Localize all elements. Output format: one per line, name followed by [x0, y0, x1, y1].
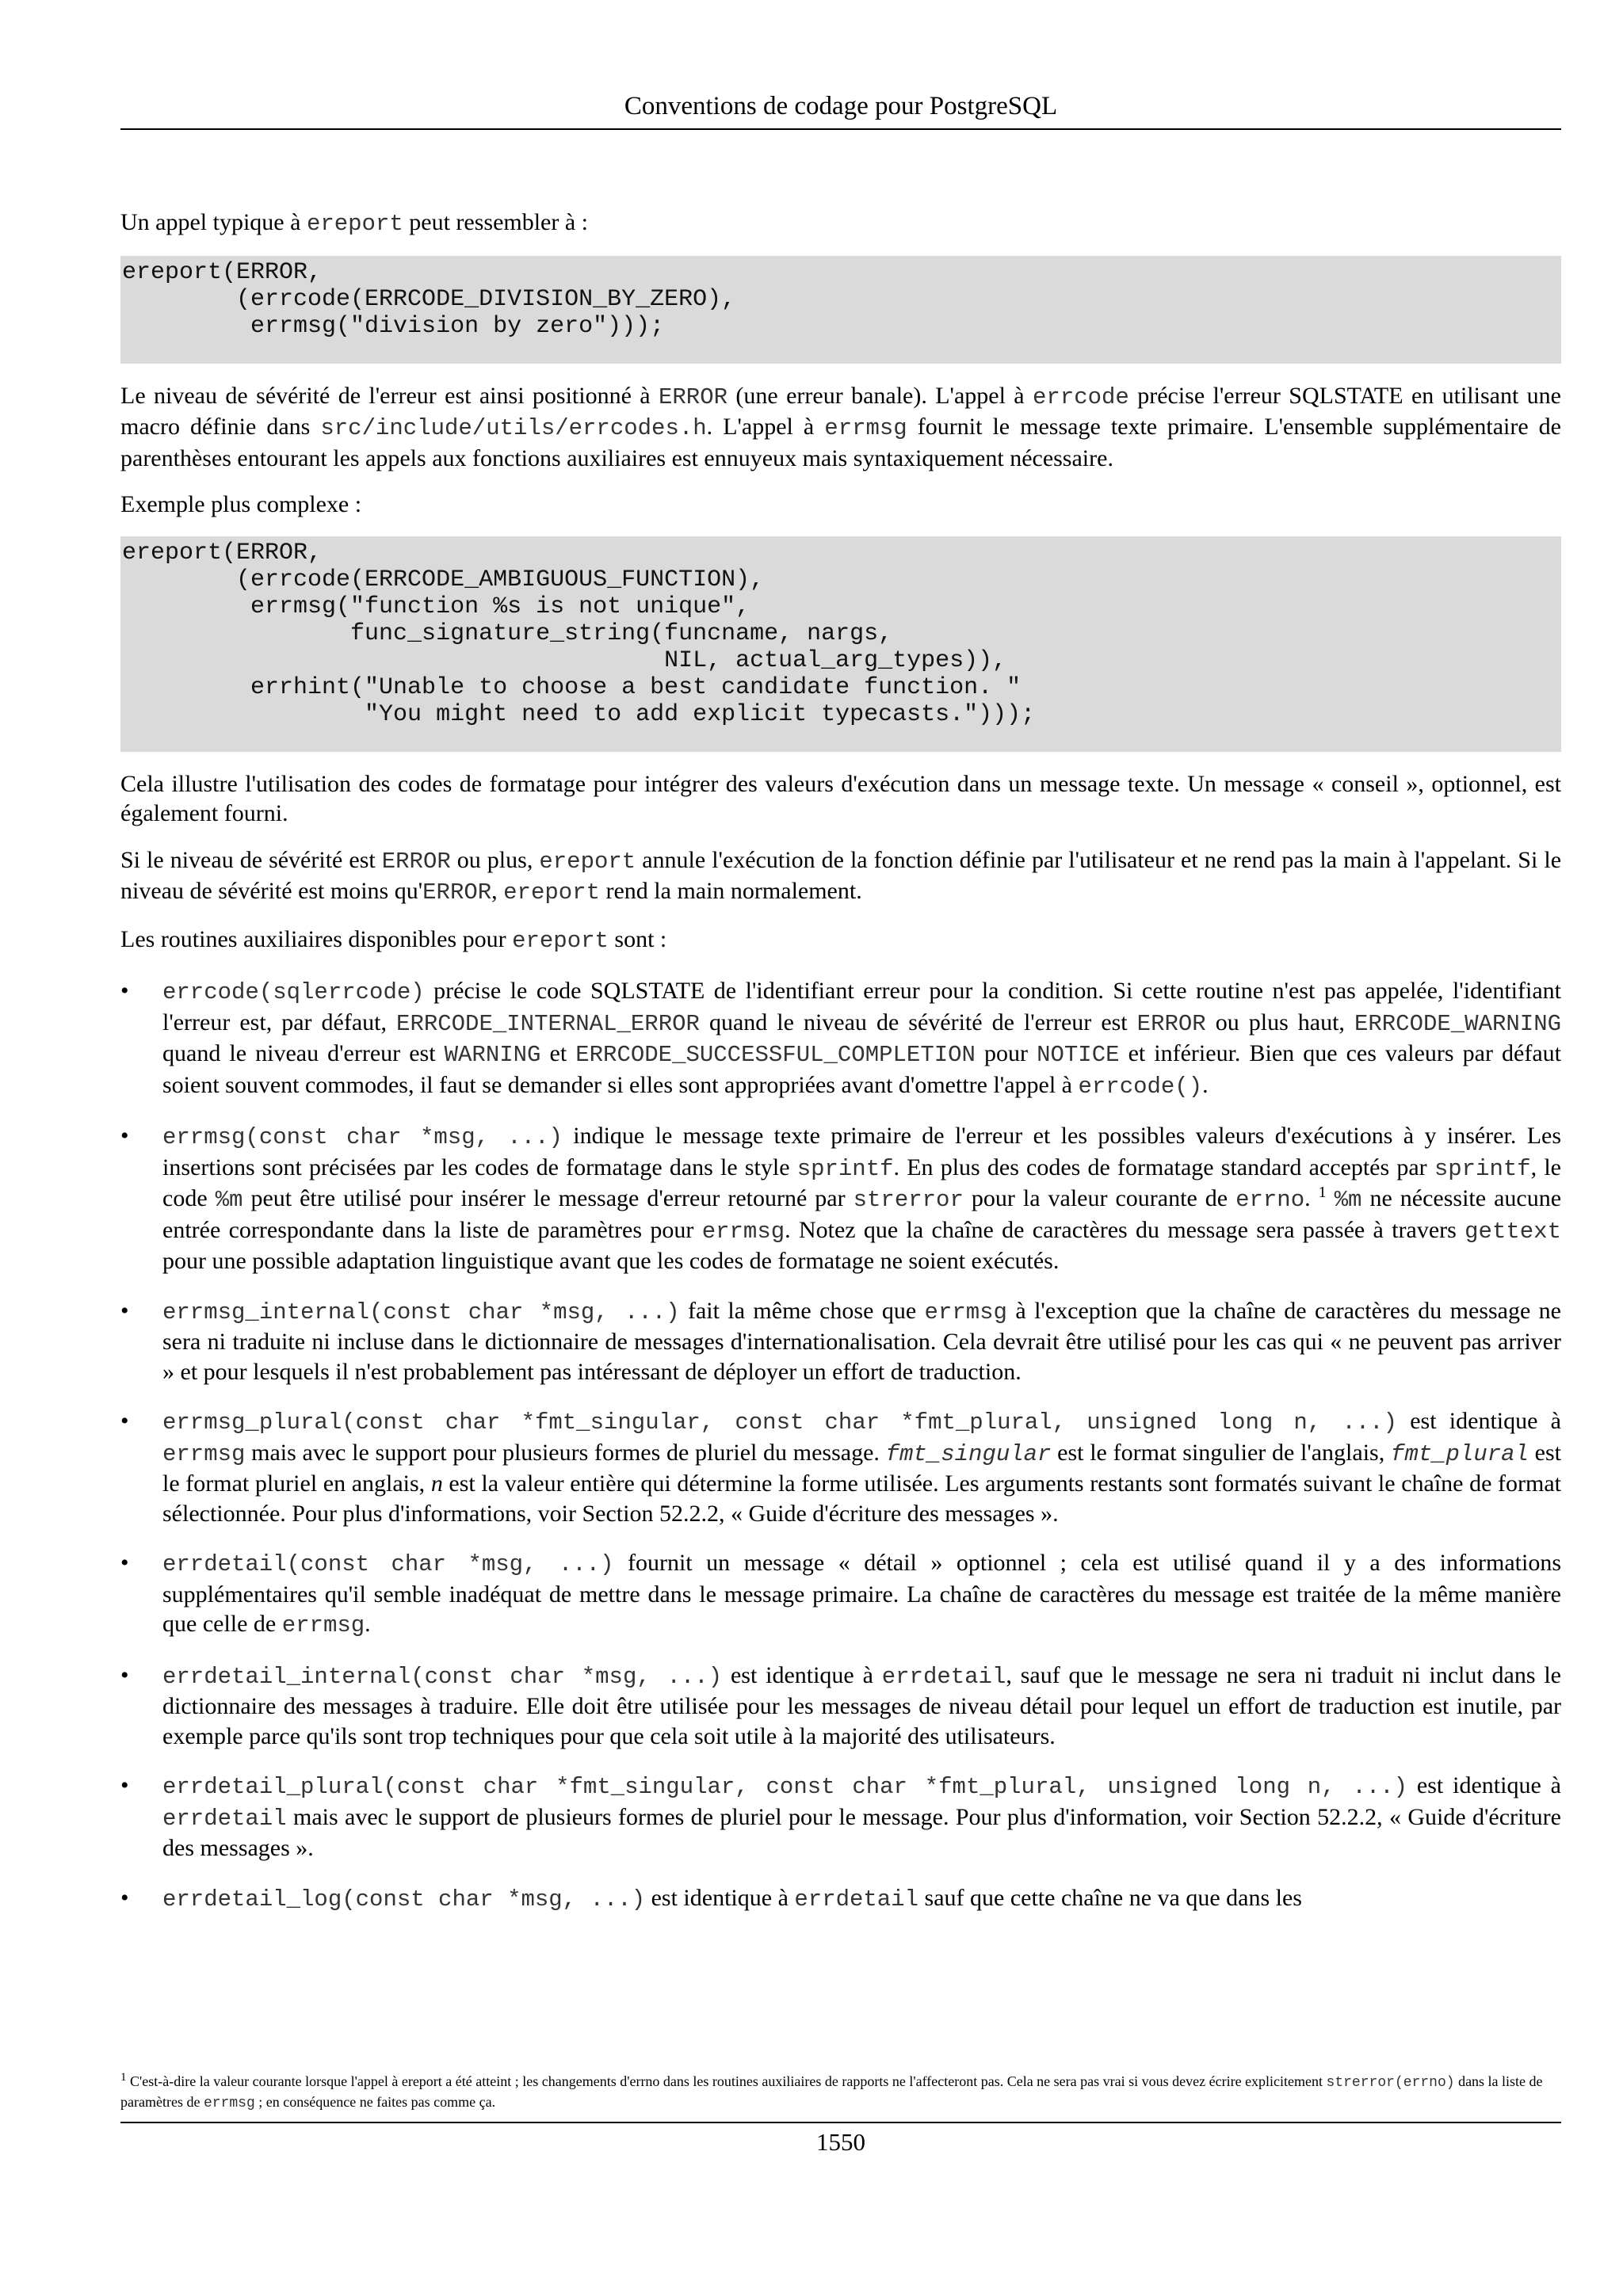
parameter-name: n: [430, 1470, 443, 1497]
inline-code: ERROR: [422, 879, 492, 906]
inline-code: NOTICE: [1037, 1042, 1120, 1068]
bullet: •: [120, 978, 129, 1004]
bullet: •: [120, 1297, 129, 1324]
text: ,: [491, 878, 504, 904]
text: Un appel typique à: [120, 209, 307, 235]
text: quand le niveau de sévérité de l'erreur est: [699, 1009, 1137, 1035]
inline-code: ERROR: [659, 383, 728, 410]
inline-code: errmsg: [701, 1218, 785, 1245]
list-item-errcode: [120, 976, 1561, 1101]
text: précise le code SQLSTATE de l'identifiant erreur pour la condition. Si cette routine n'est pas appelée, l'identifiant l'erreur est, par défaut,: [162, 978, 1561, 1035]
list-item-errmsg-internal: [120, 1296, 1561, 1387]
function-signature: errmsg_internal(const char *msg, ...): [162, 1299, 680, 1325]
text: annule l'exécution de la fonction définie par l'utilisateur et ne rend pas la main à l'appelant. Si le niveau de sévérité est moins qu': [120, 846, 1562, 904]
inline-code: ERRCODE_SUCCESSFUL_COMPLETION: [575, 1042, 976, 1068]
page-body: [120, 208, 1561, 1934]
list-item-errdetail-plural: [120, 1771, 1561, 1863]
text: Les routines auxiliaires disponibles pour: [120, 925, 513, 952]
text: Le niveau de sévérité de l'erreur est ainsi positionné à: [120, 382, 659, 409]
inline-code: errmsg: [924, 1299, 1007, 1325]
bullet: •: [120, 1550, 129, 1576]
inline-code: ereport: [306, 211, 403, 237]
inline-code: WARNING: [444, 1042, 541, 1068]
text: et inférieur. Bien que ces valeurs par défaut soient souvent commodes, il faut se demander si elles sont appropriées avant d'omettre l'appel à: [162, 1040, 1561, 1098]
text: est identique à: [722, 1661, 882, 1688]
code-example-1: ereport(ERROR, (errcode(ERRCODE_DIVISION_BY_ZERO), errmsg("division by zero")));: [120, 256, 1561, 364]
inline-code: errno: [1235, 1187, 1305, 1213]
intro-paragraph: [120, 208, 1561, 239]
bullet: •: [120, 1661, 129, 1688]
text: sauf que cette chaîne ne va que dans les: [918, 1884, 1302, 1911]
bullet: •: [120, 1408, 129, 1434]
inline-code: errmsg: [203, 2096, 255, 2111]
function-signature: errdetail_log(const char *msg, ...): [162, 1886, 646, 1913]
bullet: •: [120, 1123, 129, 1149]
text: précise l'erreur SQLSTATE en utilisant une macro définie dans: [120, 382, 1562, 440]
paragraph-routines-intro: [120, 925, 1561, 956]
text: ne nécessite aucune entrée correspondante dans la liste de paramètres pour: [162, 1185, 1562, 1243]
text: et: [540, 1040, 576, 1066]
text: pour la valeur courante de: [963, 1185, 1236, 1211]
routine-list: [120, 976, 1561, 1914]
paragraph-error-level: [120, 845, 1561, 908]
function-signature: errmsg(const char *msg, ...): [162, 1124, 563, 1150]
text: . L'appel à: [706, 414, 825, 440]
text: fournit le message texte primaire. L'ensemble supplémentaire de parenthèses entourant les appels aux fonctions auxiliaires est ennuyeux mais syntaxiquement nécessaire.: [120, 414, 1562, 471]
list-item-errmsg-plural: [120, 1406, 1561, 1528]
inline-code: ereport: [512, 927, 609, 954]
list-item-errmsg: [120, 1121, 1561, 1276]
text: pour une possible adaptation linguistique avant que les codes de formatage ne soient exécutés.: [162, 1248, 1060, 1274]
inline-code: ERRCODE_WARNING: [1354, 1010, 1561, 1037]
text: rend la main normalement.: [599, 878, 862, 904]
inline-code: strerror(errno): [1326, 2075, 1455, 2091]
function-signature: errdetail_plural(const char *fmt_singular, const char *fmt_plural, unsigned long n, ...): [162, 1774, 1408, 1800]
paragraph-severity: [120, 381, 1561, 474]
text: est identique à: [1407, 1772, 1561, 1798]
inline-code: errmsg: [824, 415, 907, 441]
parameter-name: fmt_singular: [885, 1440, 1052, 1467]
text: mais avec le support pour plusieurs formes de pluriel du message.: [245, 1439, 886, 1466]
list-item-errdetail-log: [120, 1883, 1561, 1915]
text: dans la liste de paramètres de: [120, 2073, 1543, 2110]
header-rule: [120, 128, 1561, 130]
text: peut ressembler à :: [403, 209, 589, 235]
function-signature: errcode(sqlerrcode): [162, 979, 425, 1005]
text: ou plus haut,: [1205, 1009, 1354, 1035]
inline-code: ERROR: [1136, 1010, 1206, 1037]
text: est identique à: [645, 1884, 795, 1911]
text: est la valeur entière qui détermine la forme utilisée. Les arguments restants sont formatés suivant le chaîne de format sélectionnée. Pour plus d'informations, voir Section 52.2.2, « Guide d'écriture des messages ».: [162, 1470, 1561, 1527]
inline-code: sprintf: [1434, 1155, 1531, 1182]
function-signature: errdetail(const char *msg, ...): [162, 1551, 614, 1577]
text: est le format singulier de l'anglais,: [1051, 1439, 1391, 1466]
text: sont :: [608, 925, 667, 952]
text: . En plus des codes de formatage standard acceptés par: [893, 1154, 1434, 1180]
text: , le code: [162, 1154, 1561, 1211]
text: .: [1304, 1185, 1319, 1211]
text: quand le niveau d'erreur est: [162, 1040, 445, 1066]
inline-code: ereport: [539, 848, 636, 875]
parameter-name: fmt_plural: [1390, 1440, 1529, 1467]
inline-code: errmsg: [162, 1440, 246, 1467]
text: .: [1202, 1071, 1209, 1098]
text: est le format pluriel en anglais,: [162, 1439, 1561, 1497]
inline-code: src/include/utils/errcodes.h: [320, 415, 707, 441]
running-header: Conventions de codage pour PostgreSQL: [624, 92, 1058, 120]
footnote: [120, 2068, 1561, 2113]
inline-code: errdetail: [881, 1663, 1006, 1690]
inline-code: strerror: [853, 1187, 964, 1213]
text: Si le niveau de sévérité est: [120, 846, 382, 873]
text: fait la même chose que: [679, 1297, 925, 1324]
text: peut être utilisé pour insérer le message d'erreur retourné par: [242, 1185, 854, 1211]
inline-code: ereport: [503, 879, 600, 906]
bullet: •: [120, 1772, 129, 1798]
inline-code: sprintf: [796, 1155, 894, 1182]
code-example-2: ereport(ERROR, (errcode(ERRCODE_AMBIGUOUS_FUNCTION), errmsg("function %s is not unique", func_signature_string(funcname, nargs, NIL, actual_arg_types)), errhint("Unable to choose a best candidate function. " "You might need to add explicit typecasts.")));: [120, 536, 1561, 752]
inline-code: ERROR: [381, 848, 451, 875]
inline-code: %m: [215, 1187, 243, 1213]
text: ; en conséquence ne faites pas comme ça.: [254, 2094, 496, 2110]
list-item-errdetail-internal: [120, 1661, 1561, 1752]
footnote-number: 1: [120, 2071, 127, 2084]
inline-code: errdetail: [162, 1805, 287, 1832]
inline-code: ERRCODE_INTERNAL_ERROR: [396, 1010, 700, 1037]
text: .: [365, 1611, 371, 1637]
text: fournit un message « détail » optionnel ; cela est utilisé quand il y a des informations supplémentaires qu'il semble inadéquat de mettre dans le message primaire. La chaîne de caractères du message est traitée de la même manière que celle de: [162, 1550, 1561, 1637]
text: ou plus,: [450, 846, 540, 873]
text: , sauf que le message ne sera ni traduit ni inclut dans le dictionnaire des messages à traduire. Elle doit être utilisée pour les messages de niveau détail pour lequel un effort de traduction est inutile, par exemple parce qu'ils sont trop techniques pour que cela soit utile à la majorité des utilisateurs.: [162, 1661, 1561, 1749]
list-item-errdetail: [120, 1548, 1561, 1641]
inline-code: errcode: [1033, 383, 1129, 410]
text: [1327, 1185, 1335, 1211]
text: mais avec le support de plusieurs formes de pluriel pour le message. Pour plus d'information, voir Section 52.2.2, « Guide d'écriture des messages ».: [162, 1803, 1561, 1861]
inline-code: errdetail: [794, 1886, 919, 1913]
inline-code: %m: [1334, 1187, 1362, 1213]
bullet: •: [120, 1884, 129, 1911]
function-signature: errmsg_plural(const char *fmt_singular, const char *fmt_plural, unsigned long n, ...): [162, 1409, 1397, 1436]
text: . Notez que la chaîne de caractères du message sera passée à travers: [785, 1216, 1465, 1243]
document-page: [120, 0, 1561, 2296]
footnote-link[interactable]: 1: [1318, 1184, 1327, 1201]
text: à l'exception que la chaîne de caractères du message ne sera ni traduite ni incluse dans le dictionnaire de messages d'internationalisation. Cela devrait être utilisé pour les cas qui « ne peuvent pas arriver » et pour lesquels il n'est probablement pas intéressant de déployer un effort de traduction.: [162, 1297, 1561, 1385]
text: indique le message texte primaire de l'erreur et les possibles valeurs d'exécutions à y insérer. Les insertions sont précisées par les codes de formatage dans le style: [162, 1123, 1562, 1180]
paragraph-complex-example: Exemple plus complexe :: [120, 491, 362, 517]
footer-rule: [120, 2122, 1561, 2123]
text: C'est-à-dire la valeur courante lorsque l'appel à ereport a été atteint ; les changements d'errno dans les routines auxiliaires de rapports ne l'affecteront pas. Cela ne sera pas vrai si vous devez écrire explicitement: [126, 2073, 1327, 2089]
text: pour: [975, 1040, 1037, 1066]
paragraph-formatting: Cela illustre l'utilisation des codes de formatage pour intégrer des valeurs d'exécution dans un message texte. Un message « conseil », optionnel, est également fourni.: [120, 770, 1561, 826]
page-number: 1550: [816, 2128, 865, 2156]
inline-code: gettext: [1465, 1218, 1561, 1245]
inline-code: errmsg: [281, 1612, 365, 1638]
text: est identique à: [1396, 1408, 1561, 1434]
text: (une erreur banale). L'appel à: [727, 382, 1033, 409]
function-signature: errdetail_internal(const char *msg, ...): [162, 1663, 723, 1690]
inline-code: errcode(): [1078, 1073, 1203, 1100]
